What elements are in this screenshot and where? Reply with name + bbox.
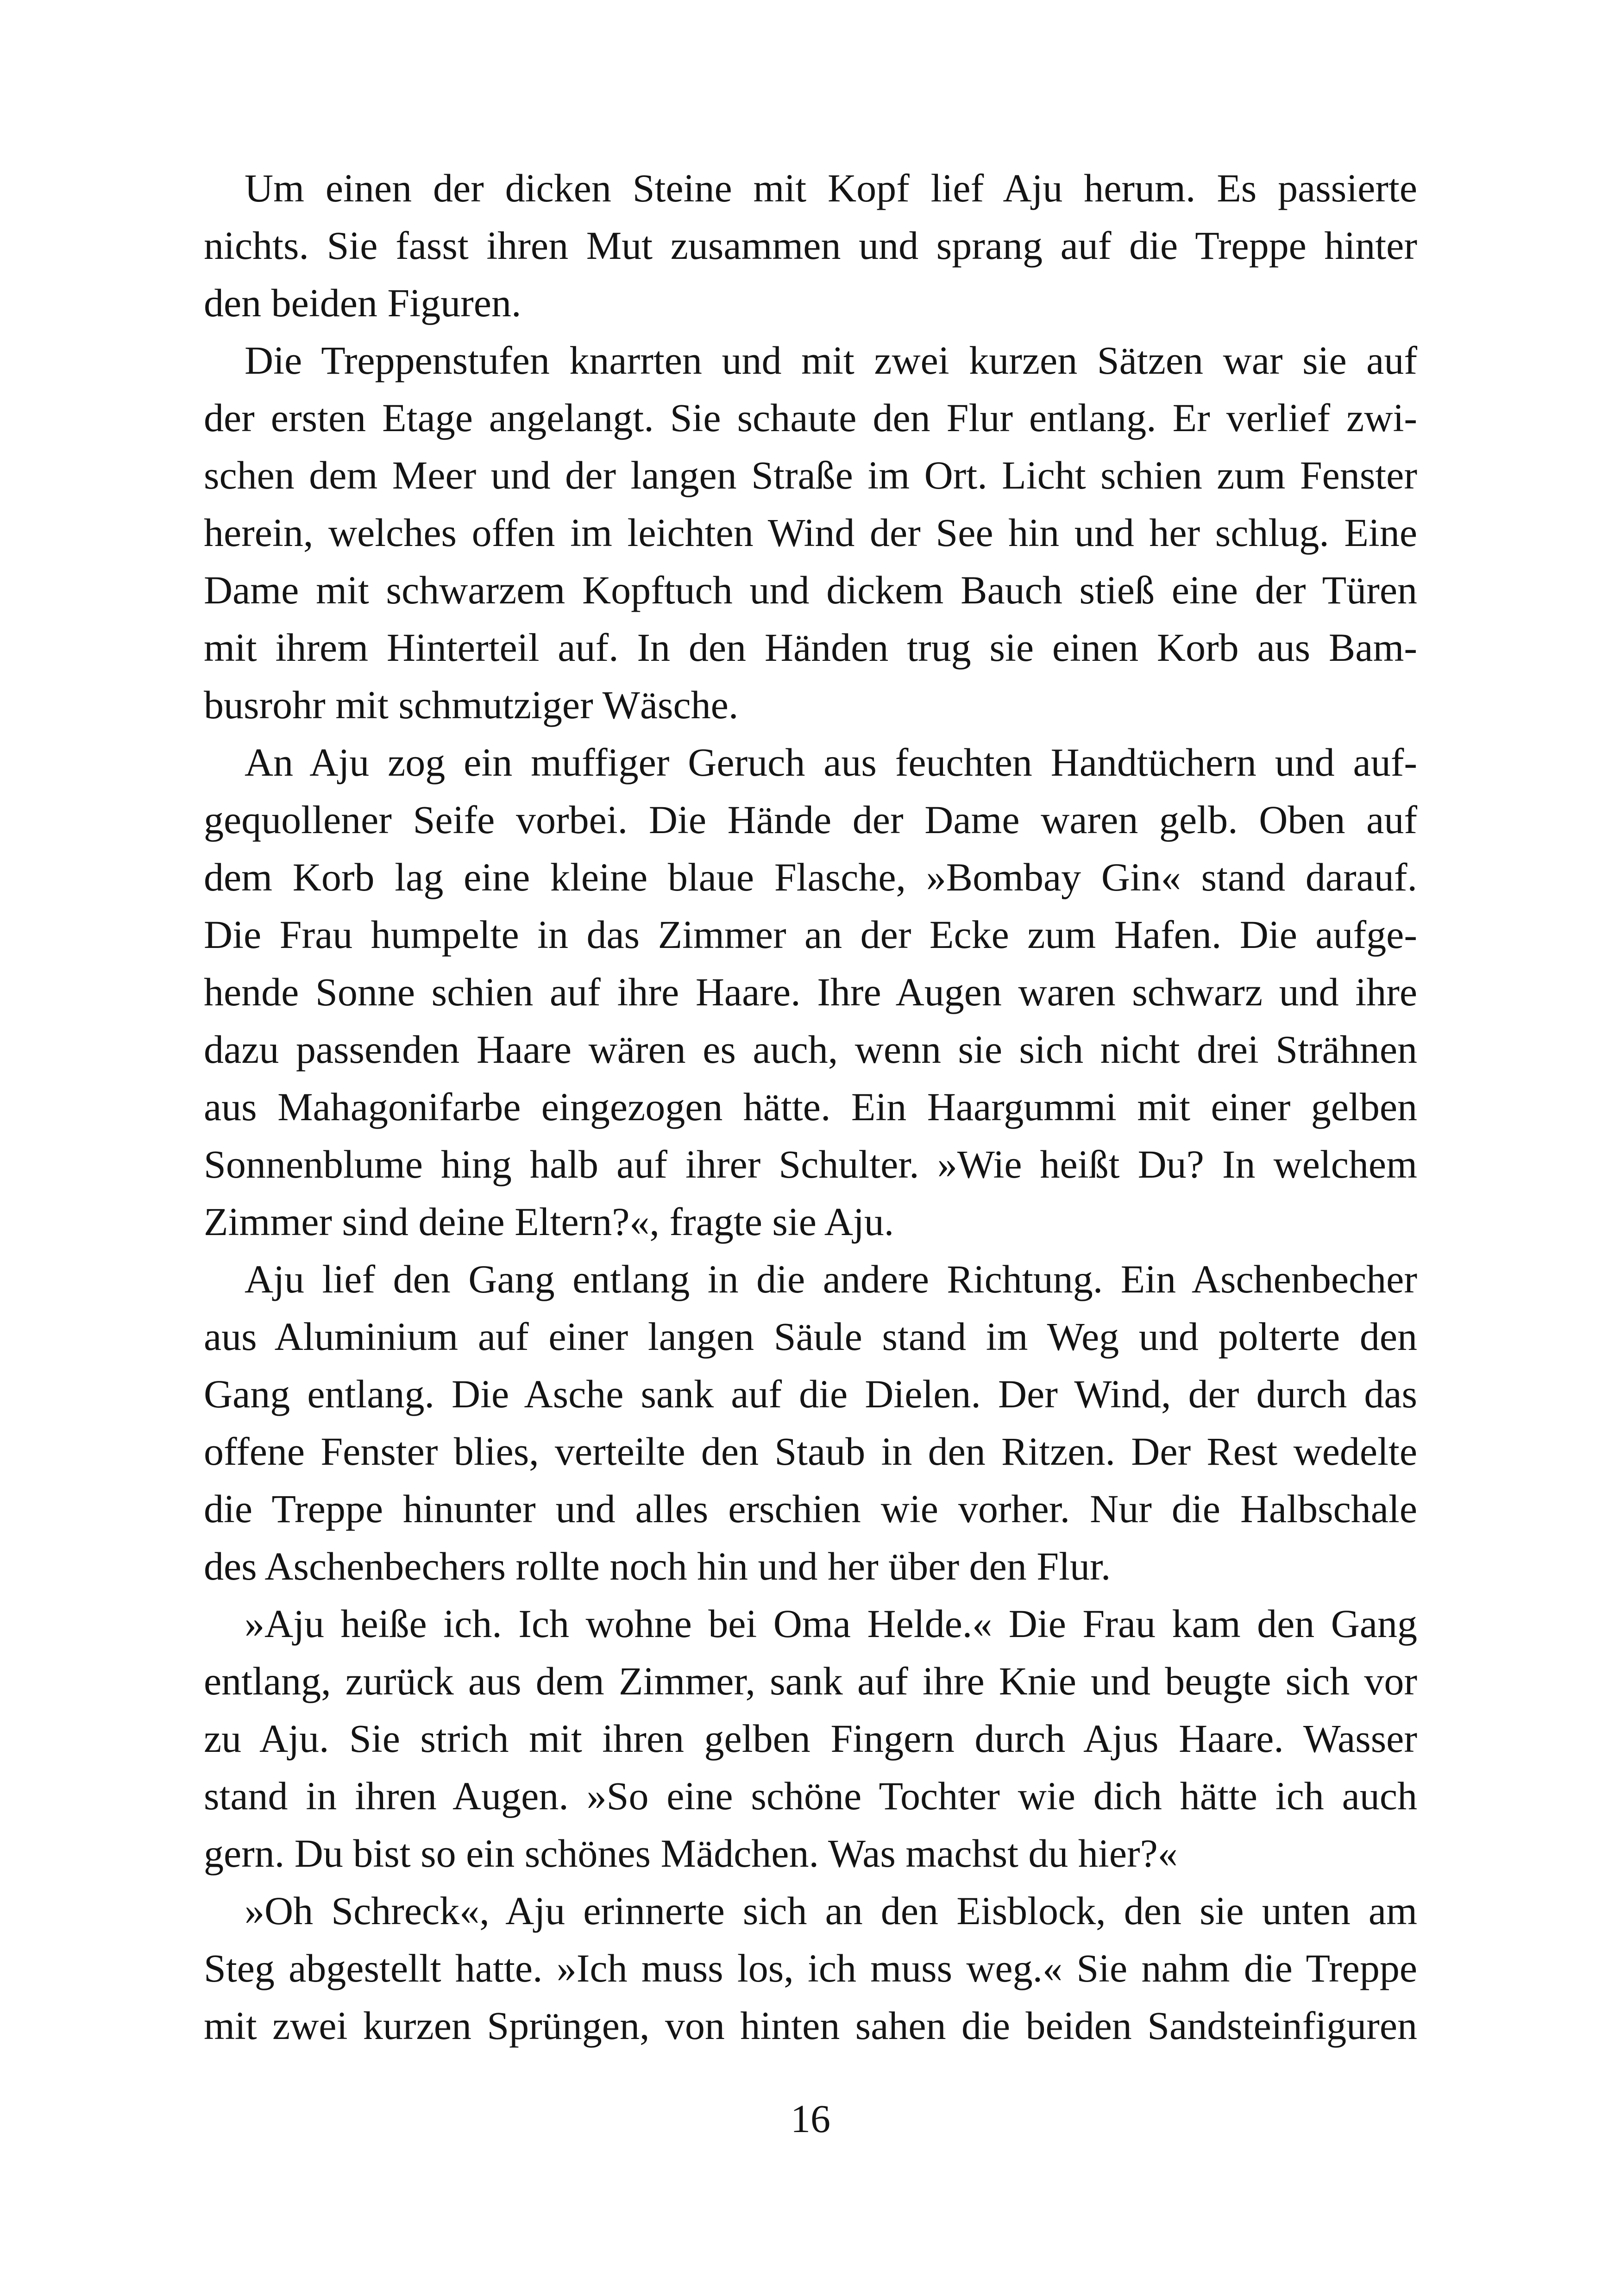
text-line: »Oh Schreck«, Aju erinnerte sich an den Eisblock, den sie unten am xyxy=(245,1888,1417,1933)
text-line: Gang entlang. Die Asche sank auf die Dielen. Der Wind, der durch das xyxy=(204,1372,1417,1416)
text-line: offene Fenster blies, verteilte den Staub in den Ritzen. Der Rest wedelte xyxy=(204,1429,1417,1474)
paragraph-3 xyxy=(204,734,1417,1250)
body-text xyxy=(204,159,1417,2054)
text-line: stand in ihren Augen. »So eine schöne Tochter wie dich hätte ich auch xyxy=(204,1774,1417,1818)
text-line: Dame mit schwarzem Kopftuch und dickem Bauch stieß eine der Türen xyxy=(204,568,1417,612)
paragraph-2 xyxy=(204,332,1417,734)
text-line: gequollener Seife vorbei. Die Hände der Dame waren gelb. Oben auf xyxy=(204,797,1417,842)
text-line: Sonnenblume hing halb auf ihrer Schulter. »Wie heißt Du? In welchem xyxy=(204,1142,1417,1186)
text-line: des Aschenbechers rollte noch hin und her über den Flur. xyxy=(204,1544,1111,1588)
text-line: schen dem Meer und der langen Straße im Ort. Licht schien zum Fenster xyxy=(204,453,1417,497)
text-line: den beiden Figuren. xyxy=(204,281,521,325)
text-line: aus Mahagonifarbe eingezogen hätte. Ein Haargummi mit einer gelben xyxy=(204,1085,1417,1129)
paragraph-1 xyxy=(204,159,1417,332)
text-line: Um einen der dicken Steine mit Kopf lief Aju herum. Es passierte xyxy=(245,166,1417,210)
text-line: Aju lief den Gang entlang in die andere Richtung. Ein Aschenbecher xyxy=(245,1257,1417,1301)
text-line: An Aju zog ein muffiger Geruch aus feuchten Handtüchern und auf- xyxy=(245,740,1417,784)
text-line: Die Treppenstufen knarrten und mit zwei kurzen Sätzen war sie auf xyxy=(245,338,1417,383)
text-line: mit zwei kurzen Sprüngen, von hinten sahen die beiden Sandsteinfiguren xyxy=(204,2003,1417,2048)
paragraph-5 xyxy=(204,1595,1417,1882)
text-line: der ersten Etage angelangt. Sie schaute den Flur entlang. Er verlief zwi- xyxy=(204,395,1417,440)
text-line: »Aju heiße ich. Ich wohne bei Oma Helde.« Die Frau kam den Gang xyxy=(245,1601,1417,1646)
text-line: die Treppe hinunter und alles erschien wie vorher. Nur die Halbschale xyxy=(204,1487,1417,1531)
text-line: nichts. Sie fasst ihren Mut zusammen und sprang auf die Treppe hinter xyxy=(204,223,1417,268)
text-line: hende Sonne schien auf ihre Haare. Ihre Augen waren schwarz und ihre xyxy=(204,970,1417,1014)
text-line: Die Frau humpelte in das Zimmer an der Ecke zum Hafen. Die aufge- xyxy=(204,912,1417,957)
text-line: Steg abgestellt hatte. »Ich muss los, ich muss weg.« Sie nahm die Treppe xyxy=(204,1946,1417,1990)
text-line: zu Aju. Sie strich mit ihren gelben Fingern durch Ajus Haare. Wasser xyxy=(204,1716,1417,1761)
text-line: aus Aluminium auf einer langen Säule stand im Weg und polterte den xyxy=(204,1314,1417,1359)
text-line: busrohr mit schmutziger Wäsche. xyxy=(204,683,739,727)
page-number: 16 xyxy=(791,2096,830,2141)
paragraph-6 xyxy=(204,1882,1417,2054)
text-line: mit ihrem Hinterteil auf. In den Händen trug sie einen Korb aus Bam- xyxy=(204,625,1417,670)
text-line: dazu passenden Haare wären es auch, wenn sie sich nicht drei Strähnen xyxy=(204,1027,1417,1072)
text-line: entlang, zurück aus dem Zimmer, sank auf ihre Knie und beugte sich vor xyxy=(204,1659,1417,1703)
text-line: herein, welches offen im leichten Wind der See hin und her schlug. Eine xyxy=(204,510,1417,555)
text-line: gern. Du bist so ein schönes Mädchen. Was machst du hier?« xyxy=(204,1831,1178,1876)
paragraph-4 xyxy=(204,1250,1417,1595)
text-line: Zimmer sind deine Eltern?«, fragte sie Aju. xyxy=(204,1199,894,1244)
text-line: dem Korb lag eine kleine blaue Flasche, »Bombay Gin« stand darauf. xyxy=(204,855,1417,899)
